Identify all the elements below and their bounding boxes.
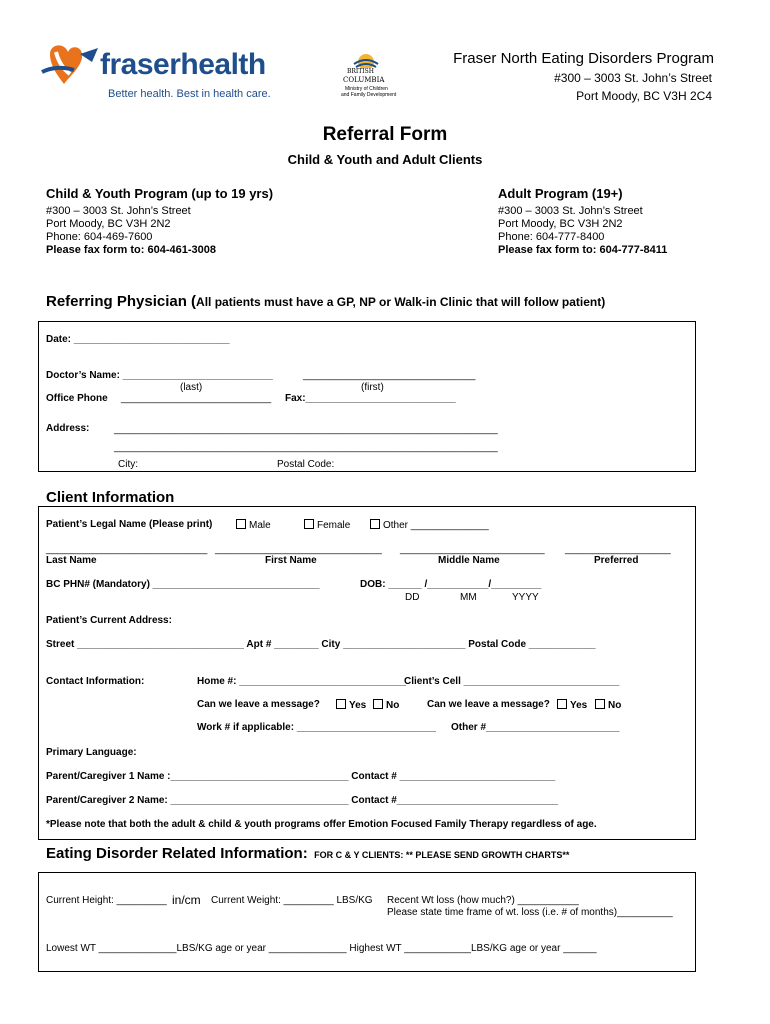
legal-name-label: Patient’s Legal Name (Please print) [46,519,213,530]
msg1-no-label: No [386,700,400,711]
eating-box [38,872,696,972]
msg1-no-option[interactable] [373,699,399,711]
fraserhealth-logo [40,40,271,102]
city-label: City: [118,459,138,470]
logo-tagline: Better health. Best in health care. [108,88,271,100]
fax-field[interactable]: Fax:___________________________ [285,393,456,404]
adult-program-addr2: Port Moody, BC V3H 2N2 [498,218,623,230]
postal-label: Postal Code: [277,459,335,470]
weight-field[interactable]: Current Weight: _________ LBS/KG [211,895,373,906]
msg2-yes-option[interactable] [557,699,587,711]
msg1-yes-option[interactable] [336,699,366,711]
female-label: Female [317,520,351,531]
work-phone-field[interactable]: Work # if applicable: _________________________ [197,722,436,733]
parent1-field[interactable]: Parent/Caregiver 1 Name :________________________________ Contact # ____________________________ [46,771,556,782]
primary-language-field[interactable]: Primary Language: [46,747,137,758]
referring-heading-note: All patients must have a GP, NP or Walk-in Clinic that will follow patient) [196,295,606,309]
dob-field[interactable]: DOB: ______ /___________/_________ [360,579,542,590]
office-phone-field[interactable]: ___________________________ [121,393,272,404]
female-option[interactable] [304,519,350,531]
doctor-name-field[interactable]: Doctor’s Name: ___________________________ [46,370,273,381]
dob-dd-label: DD [405,592,420,603]
eating-heading-note: FOR C & Y CLIENTS: ** PLEASE SEND GROWTH CHARTS** [314,850,570,860]
doctor-first-field[interactable]: _______________________________ [303,370,476,381]
last-name-label: Last Name [46,555,97,566]
parent2-field[interactable]: Parent/Caregiver 2 Name: ________________________________ Contact #_____________________________ [46,795,559,806]
msg2-yes-label: Yes [570,700,588,711]
msg1-yes-label: Yes [349,700,367,711]
height-field[interactable]: Current Height: _________ [46,895,167,906]
msg2-yes-checkbox[interactable] [557,699,567,709]
phn-field[interactable]: BC PHN# (Mandatory) ______________________________ [46,579,320,590]
fraserhealth-heart-icon [40,42,104,92]
other-phone-field[interactable]: Other #________________________ [451,722,620,733]
msg2-no-checkbox[interactable] [595,699,605,709]
date-field[interactable]: Date: ____________________________ [46,334,230,345]
last-label: (last) [180,382,203,393]
adult-program-heading: Adult Program (19+) [498,186,623,201]
efft-note: *Please note that both the adult & child & youth programs offer Emotion Focused Family Therapy regardless of age. [46,819,597,830]
child-program-heading: Child & Youth Program (up to 19 yrs) [46,186,274,201]
message-question-1: Can we leave a message? [197,699,320,710]
wt-loss-timeframe-field[interactable]: Please state time frame of wt. loss (i.e. # of months)__________ [387,907,673,918]
preferred-label: Preferred [594,555,639,566]
child-program-addr2: Port Moody, BC V3H 2N2 [46,218,171,230]
dob-mm-label: MM [460,592,477,603]
client-cell-field[interactable]: Client’s Cell ____________________________ [404,676,620,687]
header-addr2: Port Moody, BC V3H 2C4 [576,89,712,103]
height-unit-label: in/cm [172,893,201,907]
preferred-name-field[interactable]: ___________________ [565,544,671,555]
header-program: Fraser North Eating Disorders Program [453,50,714,67]
adult-program-phone: Phone: 604-777-8400 [498,231,605,243]
referring-heading [46,293,605,311]
bc-line2: COLUMBIA [343,76,385,84]
male-checkbox[interactable] [236,519,246,529]
page-subtitle: Child & Youth and Adult Clients [287,152,483,167]
eating-heading-main: Eating Disorder Related Information: [46,845,308,862]
first-name-label: First Name [265,555,317,566]
client-heading: Client Information [46,489,175,506]
msg1-yes-checkbox[interactable] [336,699,346,709]
page-title: Referral Form [322,124,448,145]
first-name-field[interactable]: ______________________________ [215,544,382,555]
msg2-no-label: No [608,700,622,711]
child-program-addr1: #300 – 3003 St. John’s Street [46,205,191,217]
adult-program-fax: Please fax form to: 604-777-8411 [498,244,668,256]
other-label: Other ______________ [383,520,489,531]
male-option[interactable] [236,519,271,531]
last-name-field[interactable]: _____________________________ [46,544,208,555]
bc-line1: BRITISH [347,68,375,75]
address-line1[interactable]: _____________________________________________________________________ [114,424,498,435]
adult-program-addr1: #300 – 3003 St. John’s Street [498,205,643,217]
bc-logo [333,46,399,104]
middle-name-label: Middle Name [438,555,500,566]
eating-heading [46,845,569,863]
bc-line4: and Family Development [341,92,397,98]
other-option[interactable] [370,519,489,531]
lowest-highest-wt-field[interactable]: Lowest WT ______________LBS/KG age or year ______________ Highest WT ____________LBS/KG age or year ______ [46,943,597,954]
current-address-label: Patient’s Current Address: [46,615,172,626]
header-addr1: #300 – 3003 St. John’s Street [554,71,712,85]
address-line2[interactable]: _____________________________________________________________________ [114,442,498,453]
address-label: Address: [46,423,90,434]
home-phone-field[interactable]: Home #: ______________________________ [197,676,407,687]
other-checkbox[interactable] [370,519,380,529]
bc-sun-icon [351,46,381,68]
child-program-fax: Please fax form to: 604-461-3008 [46,244,216,256]
msg2-no-option[interactable] [595,699,621,711]
male-label: Male [249,520,271,531]
msg1-no-checkbox[interactable] [373,699,383,709]
female-checkbox[interactable] [304,519,314,529]
recent-wt-loss-field[interactable]: Recent Wt loss (how much?) ___________ [387,895,579,906]
logo-name-part1: fraser [100,48,181,81]
logo-name-part2: health [180,48,266,81]
dob-yyyy-label: YYYY [512,592,539,603]
referring-heading-main: Referring Physician ( [46,293,197,310]
first-label: (first) [361,382,384,393]
street-field[interactable]: Street ______________________________ Apt # ________ City ______________________ Postal Code ____________ [46,639,596,650]
office-phone-label: Office Phone [46,393,108,404]
middle-name-field[interactable]: __________________________ [400,544,545,555]
bc-line3: Ministry of Children [345,86,388,92]
child-program-phone: Phone: 604-469-7600 [46,231,153,243]
message-question-2: Can we leave a message? [427,699,550,710]
contact-info-label: Contact Information: [46,676,145,687]
